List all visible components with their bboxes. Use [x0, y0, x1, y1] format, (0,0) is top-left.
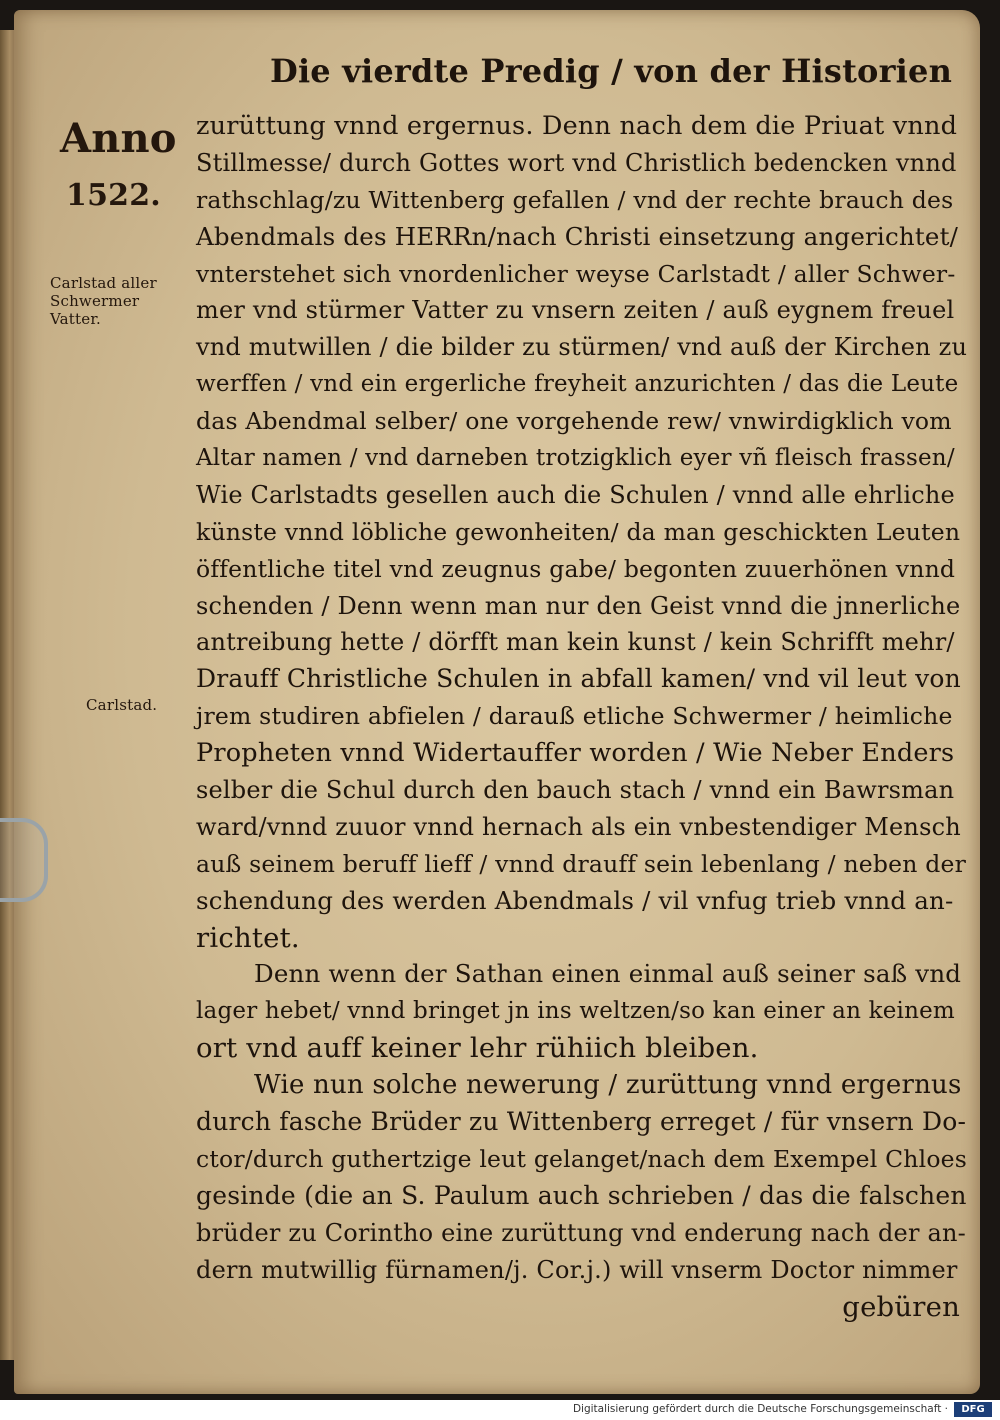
- text-line: ctor/durch guthertzige leut gelanget/nach dem Exempel Chloes: [196, 1144, 968, 1173]
- dfg-logo: DFG: [954, 1402, 992, 1417]
- text-line: Denn wenn der Sathan einen einmal auß seiner saß vnd: [254, 959, 962, 989]
- text-line: werffen / vnd ein ergerliche freyheit anzurichten / das die Leute: [196, 371, 959, 398]
- margin-note-line: Schwermer: [50, 292, 140, 310]
- text-line: antreibung hette / dörfft man kein kunst / kein Schrifft mehr/: [196, 628, 955, 657]
- body-text: [196, 108, 966, 1325]
- text-line: auß seinem beruff lieff / vnnd drauff sein lebenlang / neben der: [196, 849, 967, 878]
- text-line: Stillmesse/ durch Gottes wort vnd Christlich bedencken vnnd: [196, 148, 957, 177]
- text-line: schenden / Denn wenn man nur den Geist vnnd die jnnerliche: [196, 591, 961, 620]
- margin-note-anno: Anno: [60, 115, 177, 162]
- text-line: Propheten vnnd Widertauffer worden / Wie Neber Enders: [196, 738, 955, 769]
- margin-note-year: 1522.: [66, 178, 161, 213]
- margin-note-carlstad: Carlstad.: [86, 696, 158, 714]
- text-line: vnterstehet sich vnordenlicher weyse Carlstadt / aller Schwer-: [196, 259, 956, 288]
- text-line: lager hebet/ vnnd bringet jn ins weltzen/so kan einer an keinem: [196, 998, 955, 1025]
- funding-credit: Digitalisierung gefördert durch die Deutsche Forschungsgemeinschaft ·: [572, 1403, 948, 1415]
- catchword: gebüren: [842, 1290, 960, 1323]
- text-line: brüder zu Corintho eine zurüttung vnd enderung nach der an-: [196, 1218, 966, 1247]
- page-clip: [0, 818, 48, 902]
- margin-note-line: Carlstad aller: [50, 274, 157, 292]
- text-line: zurüttung vnnd ergernus. Denn nach dem die Priuat vnnd: [196, 111, 958, 141]
- text-line: selber die Schul durch den bauch stach / vnnd ein Bawrsman: [196, 776, 955, 805]
- text-line: dern mutwillig fürnamen/j. Cor.j.) will vnserm Doctor nimmer: [196, 1255, 958, 1284]
- text-line: Wie Carlstadts gesellen auch die Schulen / vnnd alle ehrliche: [196, 480, 955, 509]
- text-line: das Abendmal selber/ one vorgehende rew/ vnwirdigklich vom: [196, 407, 952, 436]
- text-line: gesinde (die an S. Paulum auch schrieben / das die falschen: [196, 1180, 967, 1210]
- text-line: vnd mutwillen / die bilder zu stürmen/ vnd auß der Kirchen zu: [196, 333, 968, 362]
- text-line: jrem studiren abfielen / darauß etliche Schwermer / heimliche: [196, 702, 953, 731]
- text-line: Drauff Christliche Schulen in abfall kamen/ vnd vil leut von: [196, 664, 961, 694]
- margin-note-carlstad-father: [50, 274, 157, 328]
- text-line: mer vnd stürmer Vatter zu vnsern zeiten / auß eygnem freuel: [196, 296, 955, 325]
- text-line: ort vnd auff keiner lehr rühiich bleiben.: [196, 1032, 759, 1065]
- text-line: künste vnnd löbliche gewonheiten/ da man geschickten Leuten: [196, 517, 961, 546]
- running-head: Die vierdte Predig / von der Historien: [270, 52, 953, 90]
- text-line: richtet.: [196, 921, 300, 954]
- digitization-footer: [0, 1400, 1000, 1420]
- text-line: Altar namen / vnd darneben trotzigklich eyer vñ fleisch frassen/: [196, 445, 955, 472]
- text-line: Abendmals des HERRn/nach Christi einsetzung angerichtet/: [196, 221, 959, 251]
- text-line: ward/vnnd zuuor vnnd hernach als ein vnbestendiger Mensch: [196, 812, 961, 841]
- text-line: rathschlag/zu Wittenberg gefallen / vnd der rechte brauch des: [196, 185, 954, 214]
- margin-note-line: Vatter.: [50, 310, 102, 328]
- text-line: schendung des werden Abendmals / vil vnfug trieb vnnd an-: [196, 885, 954, 915]
- text-line: Wie nun solche newerung / zurüttung vnnd ergernus: [254, 1070, 962, 1101]
- text-line: öffentliche titel vnd zeugnus gabe/ begonten zuuerhönen vnnd: [196, 554, 956, 583]
- text-line: durch fasche Brüder zu Wittenberg erreget / für vnsern Do-: [196, 1107, 967, 1137]
